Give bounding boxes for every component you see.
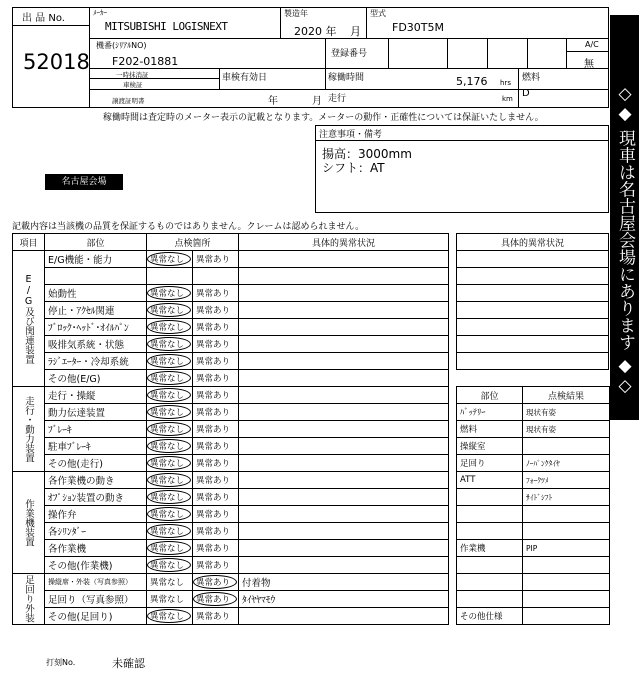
table-row xyxy=(13,251,449,268)
detail-cell xyxy=(239,557,449,574)
detail-cell xyxy=(239,404,449,421)
result-value: ﾉｰﾊﾟﾝｸﾀｲﾔ xyxy=(523,455,610,472)
selected-circle xyxy=(147,252,191,266)
result-part xyxy=(457,506,523,523)
option-label: 異常あり xyxy=(196,476,231,486)
no-issue-option[interactable] xyxy=(147,608,193,625)
detail-cell xyxy=(239,319,449,336)
stamp-value: 未確認 xyxy=(112,657,145,670)
selected-circle xyxy=(147,286,191,300)
stamp-label: 打刻No. xyxy=(46,658,76,667)
selected-circle xyxy=(147,303,191,317)
result-value xyxy=(523,608,610,625)
detail-cell xyxy=(239,438,449,455)
issue-option[interactable] xyxy=(193,506,239,523)
year-value: 2020 年 xyxy=(294,25,337,38)
option-label: 異常なし xyxy=(150,425,185,435)
option-label: 異常あり xyxy=(196,425,231,435)
issue-option[interactable] xyxy=(193,404,239,421)
option-label: 異常なし xyxy=(150,340,185,350)
fuel-label: 燃料 xyxy=(522,73,541,83)
table-header-cell: 点検箇所 xyxy=(147,234,239,251)
no-issue-option[interactable] xyxy=(147,506,193,523)
table-row xyxy=(13,302,449,319)
no-issue-option[interactable] xyxy=(147,302,193,319)
result-part: その他仕様 xyxy=(457,608,523,625)
option-label: 異常あり xyxy=(196,357,231,367)
detail-cell xyxy=(239,608,449,625)
table-row xyxy=(13,523,449,540)
lot-label: 出 品 No. xyxy=(22,13,65,24)
detail-cell xyxy=(239,523,449,540)
detail-cell xyxy=(239,472,449,489)
result-row xyxy=(457,472,610,489)
option-label: 異常なし xyxy=(150,255,185,265)
no-issue-option[interactable] xyxy=(147,353,193,370)
option-label: 異常なし xyxy=(150,357,185,367)
inspection-year: 年 xyxy=(268,96,278,107)
table-row xyxy=(13,421,449,438)
selected-circle xyxy=(147,473,191,487)
result-value xyxy=(523,591,610,608)
result-part: 作業機 xyxy=(457,540,523,557)
issue-option[interactable] xyxy=(193,608,239,625)
part-cell: 吸排気系統・状態 xyxy=(45,336,147,353)
result-value: ｻｲﾄﾞｼﾌﾄ xyxy=(523,489,610,506)
result-value: ﾌｫｰｸﾂﾒ xyxy=(523,472,610,489)
part-cell xyxy=(45,268,147,285)
option-label: 異常あり xyxy=(196,578,231,588)
hours-unit: hrs xyxy=(500,79,511,87)
issue-option[interactable] xyxy=(193,353,239,370)
result-row xyxy=(457,574,610,591)
small-label-1: 一時抹消証 xyxy=(116,71,149,79)
detail-cell xyxy=(239,302,449,319)
selected-circle xyxy=(147,405,191,419)
table-row xyxy=(13,506,449,523)
result-part xyxy=(457,557,523,574)
option-label: 異常なし xyxy=(150,306,185,316)
notes-label: 注意事項・備考 xyxy=(319,130,383,140)
table-header-cell: 部位 xyxy=(45,234,147,251)
option-label: 異常あり xyxy=(196,493,231,503)
month-suffix: 月 xyxy=(350,25,361,38)
option-label: 異常あり xyxy=(196,306,231,316)
result-row xyxy=(457,506,610,523)
part-cell: 足回り（写真参照） xyxy=(45,591,147,608)
result-value xyxy=(523,438,610,455)
option-label: 異常あり xyxy=(196,510,231,520)
selected-circle xyxy=(147,541,191,555)
no-issue-option[interactable] xyxy=(147,370,193,387)
table-header-row xyxy=(13,234,449,251)
detail-cell xyxy=(239,268,449,285)
quality-disclaimer: 記載内容は当該機の品質を保証するものではありません。クレームは認められません。 xyxy=(12,222,365,232)
no-issue-option[interactable] xyxy=(147,591,193,608)
lot-number: 52018 xyxy=(23,50,90,74)
option-label: 異常あり xyxy=(196,612,231,622)
no-issue-option[interactable] xyxy=(147,421,193,438)
part-cell: その他(走行) xyxy=(45,455,147,472)
no-issue-option[interactable] xyxy=(147,387,193,404)
selected-circle xyxy=(193,592,237,606)
option-label: 異常なし xyxy=(150,527,185,537)
selected-circle xyxy=(147,320,191,334)
result-part xyxy=(457,591,523,608)
option-label: 異常あり xyxy=(196,391,231,401)
part-cell: 停止・ｱｸｾﾙ関連 xyxy=(45,302,147,319)
option-label: 異常なし xyxy=(150,391,185,401)
option-label: 異常なし xyxy=(150,289,185,299)
table-header-cell: 項目 xyxy=(13,234,45,251)
part-cell: ﾌﾞﾚｰｷ xyxy=(45,421,147,438)
result-part: ﾊﾞｯﾃﾘｰ xyxy=(457,404,523,421)
result-value: 現状有姿 xyxy=(523,404,610,421)
selected-circle xyxy=(147,354,191,368)
issue-option[interactable] xyxy=(193,268,239,285)
no-issue-option[interactable] xyxy=(147,574,193,591)
table-row xyxy=(13,438,449,455)
inspection-label: 車検有効日 xyxy=(222,73,268,83)
result-row xyxy=(457,404,610,421)
inspection-table xyxy=(12,233,449,625)
issue-option[interactable] xyxy=(193,421,239,438)
detail-cell xyxy=(239,353,449,370)
table-row xyxy=(13,268,449,285)
small-label-2: 車検証 xyxy=(123,81,143,89)
table-row xyxy=(13,557,449,574)
small-label-3: 譲渡証明書 xyxy=(112,97,145,105)
result-header-row xyxy=(457,387,610,404)
detail-cell xyxy=(239,336,449,353)
no-issue-option[interactable] xyxy=(147,268,193,285)
detail-cell xyxy=(239,455,449,472)
option-label: 異常なし xyxy=(150,612,185,622)
issue-option[interactable] xyxy=(193,370,239,387)
result-value xyxy=(523,506,610,523)
issue-option[interactable] xyxy=(193,285,239,302)
model-label: 型式 xyxy=(370,9,386,18)
hours-value: 5,176 xyxy=(456,75,488,88)
issue-option[interactable] xyxy=(193,489,239,506)
selected-circle xyxy=(147,558,191,572)
selected-circle xyxy=(147,337,191,351)
result-row xyxy=(457,523,610,540)
table-row xyxy=(13,472,449,489)
part-cell: ﾌﾞﾛｯｸ･ﾍｯﾄﾞ･ｵｲﾙﾊﾟﾝ xyxy=(45,319,147,336)
option-label: 異常あり xyxy=(196,323,231,333)
detail-cell: ﾀｲﾔﾔﾏﾓｳ xyxy=(239,591,449,608)
table-row xyxy=(13,608,449,625)
no-issue-option[interactable] xyxy=(147,472,193,489)
result-row xyxy=(457,540,610,557)
detail-cell xyxy=(239,251,449,268)
selected-circle xyxy=(147,507,191,521)
result-part xyxy=(457,574,523,591)
option-label: 異常なし xyxy=(150,561,185,571)
no-issue-option[interactable] xyxy=(147,438,193,455)
result-part: 操縦室 xyxy=(457,438,523,455)
selected-circle xyxy=(147,422,191,436)
result-header-cell: 部位 xyxy=(457,387,523,404)
issue-option[interactable] xyxy=(193,557,239,574)
option-label: 異常なし xyxy=(150,459,185,469)
option-label: 異常なし xyxy=(150,578,185,588)
option-label: 異常なし xyxy=(150,510,185,520)
section-title: 足回り外装 xyxy=(13,574,45,625)
right-detail-table xyxy=(456,233,609,370)
option-label: 異常なし xyxy=(150,442,185,452)
table-row xyxy=(13,370,449,387)
detail-cell xyxy=(239,285,449,302)
detail-cell: 付着物 xyxy=(239,574,449,591)
result-part: 足回り xyxy=(457,455,523,472)
serial-label: 機番(ｼﾘｱﾙNO) xyxy=(96,41,147,50)
no-issue-option[interactable] xyxy=(147,336,193,353)
right-detail-header: 具体的異常状況 xyxy=(457,234,609,251)
result-row xyxy=(457,557,610,574)
issue-option[interactable] xyxy=(193,523,239,540)
no-issue-option[interactable] xyxy=(147,251,193,268)
option-label: 異常なし xyxy=(150,544,185,554)
maker-value: MITSUBISHI LOGISNEXT xyxy=(105,20,228,33)
selected-circle xyxy=(193,575,237,589)
selected-circle xyxy=(147,371,191,385)
option-label: 異常あり xyxy=(196,408,231,418)
selected-circle xyxy=(147,609,191,623)
table-row xyxy=(13,387,449,404)
maker-label: ﾒｰｶｰ xyxy=(93,9,107,17)
part-cell: 各作業機の動き xyxy=(45,472,147,489)
result-row xyxy=(457,438,610,455)
section-title: 走行・動力装置 xyxy=(13,387,45,472)
side-banner-text: ◇◆ 現車は名古屋会場にあります ◆◇ xyxy=(615,84,635,396)
part-cell: 操縦席・外装（写真参照） xyxy=(45,574,147,591)
issue-option[interactable] xyxy=(193,251,239,268)
table-row xyxy=(13,591,449,608)
option-label: 異常あり xyxy=(196,442,231,452)
result-row xyxy=(457,421,610,438)
detail-cell xyxy=(239,506,449,523)
detail-cell xyxy=(239,421,449,438)
part-cell: 始動性 xyxy=(45,285,147,302)
option-label: 異常あり xyxy=(196,459,231,469)
option-label: 異常なし xyxy=(150,374,185,384)
no-issue-option[interactable] xyxy=(147,319,193,336)
result-value xyxy=(523,523,610,540)
part-cell: 動力伝達装置 xyxy=(45,404,147,421)
result-value xyxy=(523,557,610,574)
issue-option[interactable] xyxy=(193,387,239,404)
issue-option[interactable] xyxy=(193,540,239,557)
selected-circle xyxy=(147,439,191,453)
part-cell: その他(作業機) xyxy=(45,557,147,574)
check-result-table xyxy=(456,386,610,625)
fuel-value: D xyxy=(522,88,530,99)
reg-label: 登録番号 xyxy=(331,49,368,59)
mileage-label: 走行 xyxy=(328,94,347,104)
year-label: 製造年 xyxy=(284,9,308,18)
detail-cell xyxy=(239,370,449,387)
no-issue-option[interactable] xyxy=(147,455,193,472)
no-issue-option[interactable] xyxy=(147,523,193,540)
option-label: 異常あり xyxy=(196,374,231,384)
result-part: ATT xyxy=(457,472,523,489)
section-title: 作業機装置 xyxy=(13,472,45,574)
issue-option[interactable] xyxy=(193,319,239,336)
table-header-cell: 具体的異常状況 xyxy=(239,234,449,251)
part-cell: その他(E/G) xyxy=(45,370,147,387)
detail-cell xyxy=(239,540,449,557)
selected-circle xyxy=(147,456,191,470)
issue-option[interactable] xyxy=(193,574,239,591)
ac-value: 無 xyxy=(584,59,594,70)
issue-option[interactable] xyxy=(193,302,239,319)
no-issue-option[interactable] xyxy=(147,489,193,506)
option-label: 異常あり xyxy=(196,527,231,537)
result-row xyxy=(457,489,610,506)
table-row xyxy=(13,336,449,353)
detail-cell xyxy=(239,489,449,506)
mileage-unit: km xyxy=(502,95,513,103)
table-row xyxy=(13,574,449,591)
option-label: 異常あり xyxy=(196,340,231,350)
notes-line-1: 揚高：3000mm xyxy=(322,147,412,161)
issue-option[interactable] xyxy=(193,336,239,353)
table-row xyxy=(13,319,449,336)
no-issue-option[interactable] xyxy=(147,540,193,557)
result-row xyxy=(457,591,610,608)
result-value xyxy=(523,574,610,591)
part-cell: 走行・操縦 xyxy=(45,387,147,404)
option-label: 異常あり xyxy=(196,561,231,571)
section-title: E/G及び関連装置 xyxy=(13,251,45,387)
part-cell: 各ｼﾘﾝﾀﾞｰ xyxy=(45,523,147,540)
option-label: 異常なし xyxy=(150,595,185,605)
part-cell: 操作弁 xyxy=(45,506,147,523)
result-part xyxy=(457,489,523,506)
serial-value: F202-01881 xyxy=(112,55,179,68)
option-label: 異常なし xyxy=(150,408,185,418)
issue-option[interactable] xyxy=(193,438,239,455)
table-row xyxy=(13,455,449,472)
option-label: 異常なし xyxy=(150,476,185,486)
table-row xyxy=(13,489,449,506)
ac-label: A/C xyxy=(585,40,599,49)
model-value: FD30T5M xyxy=(392,21,445,34)
table-row xyxy=(13,353,449,370)
part-cell: E/G機能・能力 xyxy=(45,251,147,268)
option-label: 異常あり xyxy=(196,289,231,299)
detail-cell xyxy=(239,387,449,404)
no-issue-option[interactable] xyxy=(147,557,193,574)
selected-circle xyxy=(147,388,191,402)
selected-circle xyxy=(147,524,191,538)
option-label: 異常あり xyxy=(196,544,231,554)
part-cell: 駐車ﾌﾞﾚｰｷ xyxy=(45,438,147,455)
hours-disclaimer: 稼働時間は査定時のメーター表示の記載となります。メーターの動作・正確性については保証いたしません。 xyxy=(103,113,544,123)
result-row xyxy=(457,608,610,625)
table-row xyxy=(13,404,449,421)
issue-option[interactable] xyxy=(193,591,239,608)
hours-label: 稼働時間 xyxy=(328,73,365,83)
result-part: 燃料 xyxy=(457,421,523,438)
selected-circle xyxy=(147,490,191,504)
part-cell: ﾗｼﾞｴｰﾀｰ・冷却系統 xyxy=(45,353,147,370)
table-row xyxy=(13,540,449,557)
result-value: PIP xyxy=(523,540,610,557)
part-cell: その他(足回り) xyxy=(45,608,147,625)
notes-line-2: シフト：AT xyxy=(322,161,385,175)
option-label: 異常なし xyxy=(150,323,185,333)
no-issue-option[interactable] xyxy=(147,404,193,421)
location-badge: 名古屋会場 xyxy=(45,174,123,190)
result-part xyxy=(457,523,523,540)
issue-option[interactable] xyxy=(193,472,239,489)
inspection-month: 月 xyxy=(312,96,322,107)
result-value: 現状有姿 xyxy=(523,421,610,438)
option-label: 異常あり xyxy=(196,255,231,265)
part-cell: ｵﾌﾟｼｮﾝ装置の動き xyxy=(45,489,147,506)
result-row xyxy=(457,455,610,472)
part-cell: 各作業機 xyxy=(45,540,147,557)
issue-option[interactable] xyxy=(193,455,239,472)
table-row xyxy=(13,285,449,302)
option-label: 異常なし xyxy=(150,493,185,503)
option-label: 異常あり xyxy=(196,595,231,605)
result-header-cell: 点検結果 xyxy=(523,387,610,404)
no-issue-option[interactable] xyxy=(147,285,193,302)
